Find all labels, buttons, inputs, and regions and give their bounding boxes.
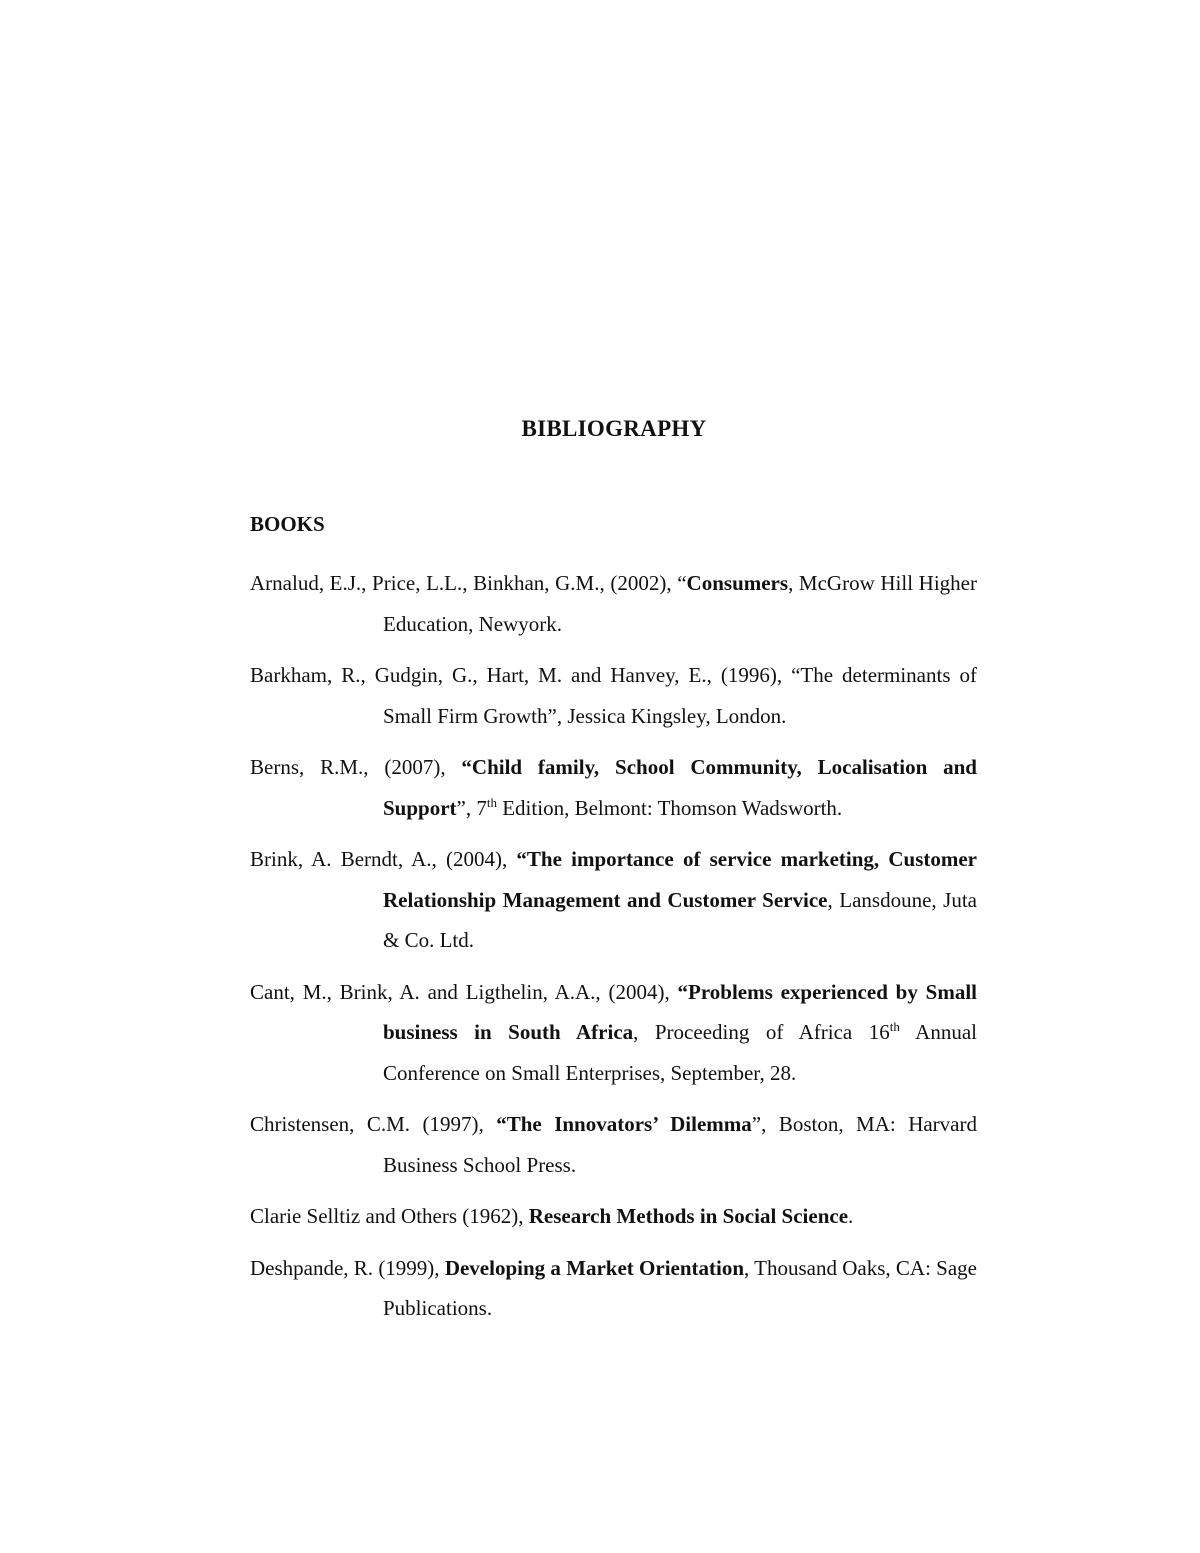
- entry-text-segment: , McGrow Hill Higher Education, Newyork.: [383, 571, 977, 636]
- entry-text-segment: th: [889, 1019, 900, 1034]
- entry-text-segment: Research Methods in Social Science: [528, 1204, 849, 1228]
- entry-text-segment: Edition, Belmont: Thomson Wadsworth.: [496, 795, 843, 820]
- entry-text-segment: “The Innovators’ Dilemma: [496, 1112, 752, 1136]
- entry-text-segment: Clarie Selltiz and Others (1962),: [250, 1204, 529, 1228]
- bibliography-entry-selltiz: [250, 1196, 977, 1237]
- bibliography-entry-christensen: [250, 1104, 977, 1185]
- bibliography-entry-berns: [250, 747, 977, 828]
- page-title: BIBLIOGRAPHY: [521, 416, 707, 441]
- entry-text-segment: Deshpande, R. (1999),: [250, 1255, 445, 1280]
- entry-text-segment: Cant, M., Brink, A. and Ligthelin, A.A., (2004),: [250, 979, 678, 1004]
- entry-text-segment: “The importance of service marketing, Customer Relationship Management and Customer Service: [383, 847, 977, 912]
- entry-text-segment: Annual Conference on Small Enterprises, September, 28.: [383, 1020, 977, 1085]
- entry-text-segment: .: [848, 1204, 854, 1228]
- entry-text-segment: “Child family, School Community, Localisation and Support: [383, 755, 977, 820]
- entry-text-segment: ”, Boston, MA: Harvard Business School Press.: [383, 1112, 977, 1177]
- section-heading-books: BOOKS: [250, 512, 325, 536]
- entry-text-segment: , Thousand Oaks, CA: Sage Publications.: [383, 1255, 977, 1320]
- entry-text-segment: Christensen, C.M. (1997),: [250, 1112, 497, 1136]
- entry-text-segment: ”, 7: [456, 795, 487, 820]
- entry-text-segment: “Problems experienced by Small business in South Africa: [383, 979, 977, 1044]
- entry-text-segment: Berns, R.M., (2007),: [250, 755, 462, 779]
- bibliography-entry-brink: [250, 839, 977, 961]
- bibliography-entry-deshpande: [250, 1248, 977, 1329]
- entry-text-segment: Brink, A. Berndt, A., (2004),: [250, 847, 517, 871]
- entry-text-segment: Arnalud, E.J., Price, L.L., Binkhan, G.M., (2002), “: [250, 571, 687, 595]
- entry-text-segment: , Proceeding of Africa 16: [633, 1020, 890, 1044]
- entry-text-segment: Developing a Market Orientation: [444, 1255, 745, 1280]
- entry-text-segment: th: [486, 794, 497, 810]
- bibliography-entry-barkham: [250, 655, 977, 736]
- entry-text-segment: , Lansdoune, Juta & Co. Ltd.: [383, 887, 977, 952]
- entry-text-segment: Consumers: [686, 571, 789, 595]
- bibliography-entry-cant: [250, 972, 977, 1094]
- bibliography-list: [250, 563, 977, 1340]
- entry-text-segment: Barkham, R., Gudgin, G., Hart, M. and Hanvey, E., (1996), “The determinants of Small Firm Growth”, Jessica Kingsley, London.: [250, 663, 977, 728]
- bibliography-entry-arnalud: [250, 563, 977, 644]
